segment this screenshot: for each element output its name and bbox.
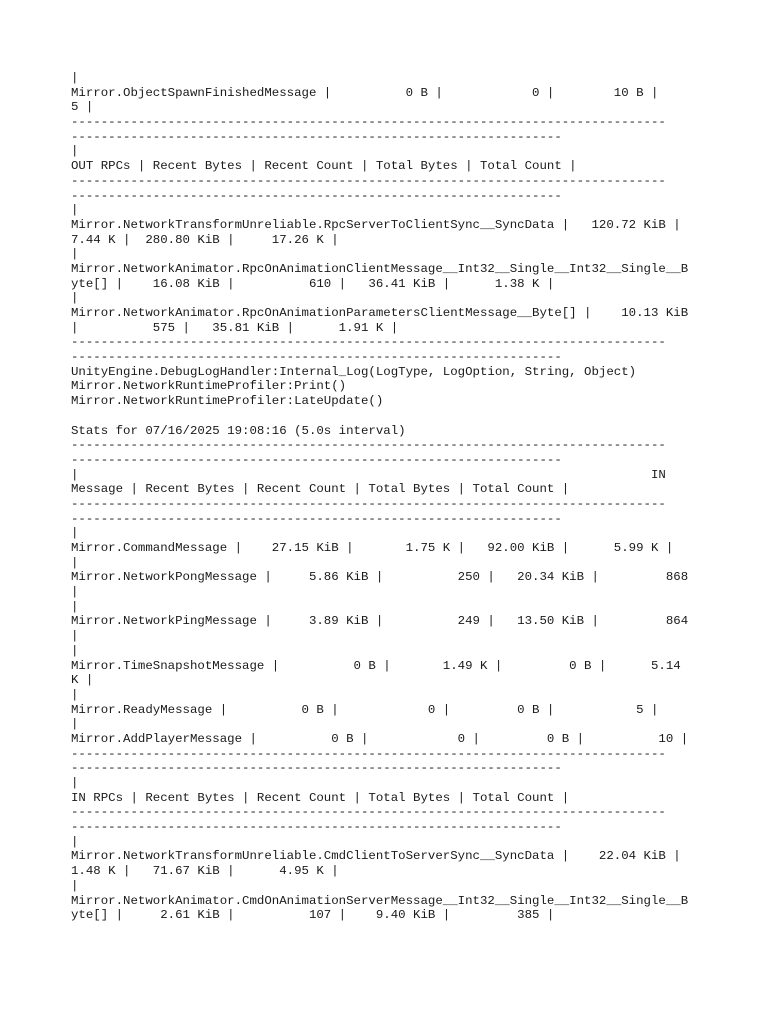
log-line: | (71, 599, 79, 614)
separator-line: ------------------------------------------------------------------ (71, 452, 562, 467)
separator-line: ------------------------------------------------------------------ (71, 511, 562, 526)
in-messages-header: | IN (71, 467, 666, 482)
log-line: yte[] | 2.61 KiB | 107 | 9.40 KiB | 385 | (71, 908, 555, 923)
log-line: | (71, 717, 79, 732)
log-line: Mirror.NetworkAnimator.RpcOnAnimationClientMessage__Int32__Single__Int32__Single__B (71, 261, 689, 276)
log-line: | (71, 203, 79, 218)
stack-trace-line: Mirror.NetworkRuntimeProfiler:Print() (71, 379, 347, 394)
stack-trace-line: Mirror.NetworkRuntimeProfiler:LateUpdate() (71, 394, 384, 409)
log-line: 7.44 K | 280.80 KiB | 17.26 K | (71, 232, 339, 247)
log-line: Mirror.NetworkAnimator.CmdOnAnimationServerMessage__Int32__Single__Int32__Single__B (71, 893, 689, 908)
log-line: Mirror.AddPlayerMessage | 0 B | 0 | 0 B | 10 | (71, 731, 689, 746)
stack-trace-line: UnityEngine.DebugLogHandler:Internal_Log(LogType, LogOption, String, Object) (71, 364, 637, 379)
log-line: | (71, 776, 79, 790)
log-line: 5 | (71, 100, 94, 115)
log-line: K | (71, 673, 94, 688)
log-line: Mirror.ObjectSpawnFinishedMessage | 0 B | 0 | 10 B | (71, 85, 659, 100)
stats-timestamp-line: Stats for 07/16/2025 19:08:16 (5.0s interval) (71, 423, 406, 438)
separator-line: ------------------------------------------------------------------ (71, 188, 562, 203)
log-line: yte[] | 16.08 KiB | 610 | 36.41 KiB | 1.38 K | (71, 276, 555, 291)
log-line: Mirror.NetworkTransformUnreliable.RpcServerToClientSync__SyncData | 120.72 KiB | (71, 217, 681, 232)
separator-line: ------------------------------------------------------------------ (71, 761, 562, 776)
log-line: | (71, 291, 79, 306)
separator-line: -------------------------------------------------------------------------------- (71, 335, 666, 350)
in-messages-header: Message | Recent Bytes | Recent Count | Total Bytes | Total Count | (71, 482, 570, 497)
profiler-log (71, 71, 711, 923)
log-line: | (71, 687, 79, 702)
separator-line: -------------------------------------------------------------------------------- (71, 805, 666, 820)
log-line: | (71, 555, 79, 570)
log-line: | (71, 247, 79, 262)
in-rpcs-header: IN RPCs | Recent Bytes | Recent Count | Total Bytes | Total Count | (71, 790, 570, 805)
log-line: Mirror.ReadyMessage | 0 B | 0 | 0 B | 5 | (71, 702, 659, 717)
separator-line: ------------------------------------------------------------------ (71, 350, 562, 365)
separator-line: -------------------------------------------------------------------------------- (71, 173, 666, 188)
log-line: 1.48 K | 71.67 KiB | 4.95 K | (71, 864, 339, 879)
separator-line: -------------------------------------------------------------------------------- (71, 746, 666, 761)
log-line: | (71, 834, 79, 849)
log-line: Mirror.CommandMessage | 27.15 KiB | 1.75 K | 92.00 KiB | 5.99 K | (71, 541, 674, 555)
log-line: | (71, 629, 79, 644)
log-line: Mirror.NetworkAnimator.RpcOnAnimationParametersClientMessage__Byte[] | 10.13 KiB (71, 306, 689, 320)
log-line: | (71, 878, 79, 893)
log-line: Mirror.NetworkPingMessage | 3.89 KiB | 249 | 13.50 KiB | 864 (71, 614, 689, 629)
out-rpcs-header: OUT RPCs | Recent Bytes | Recent Count | Total Bytes | Total Count | (71, 159, 577, 174)
separator-line: ------------------------------------------------------------------ (71, 129, 562, 144)
log-line: | (71, 643, 79, 658)
log-line: | (71, 585, 79, 600)
log-line: | 575 | 35.81 KiB | 1.91 K | (71, 320, 399, 335)
separator-line: -------------------------------------------------------------------------------- (71, 496, 666, 511)
separator-line: -------------------------------------------------------------------------------- (71, 115, 666, 130)
log-line: | (71, 526, 79, 541)
separator-line: ------------------------------------------------------------------ (71, 820, 562, 835)
log-line: Mirror.TimeSnapshotMessage | 0 B | 1.49 K | 0 B | 5.14 (71, 658, 681, 673)
log-line: | (71, 71, 79, 85)
separator-line: -------------------------------------------------------------------------------- (71, 438, 666, 453)
log-line: | (71, 144, 79, 159)
log-line: Mirror.NetworkPongMessage | 5.86 KiB | 250 | 20.34 KiB | 868 (71, 570, 689, 585)
blank-line (71, 409, 711, 424)
log-line: Mirror.NetworkTransformUnreliable.CmdClientToServerSync__SyncData | 22.04 KiB | (71, 849, 681, 864)
